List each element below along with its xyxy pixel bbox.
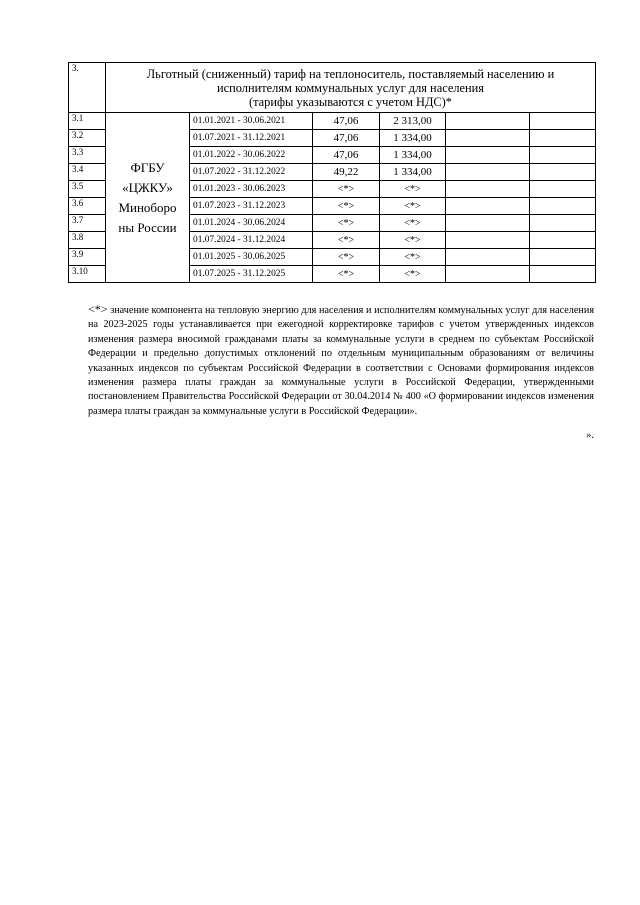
closing-quote: ». <box>586 430 594 441</box>
row-number: 3.8 <box>69 232 106 249</box>
empty-cell <box>446 249 530 266</box>
row-number: 3.5 <box>69 181 106 198</box>
row-number: 3.10 <box>69 266 106 283</box>
row-number: 3.1 <box>69 113 106 130</box>
period-cell: 01.07.2025 - 31.12.2025 <box>190 266 313 283</box>
organization-line3-part2: о <box>170 199 177 215</box>
row-number: 3.4 <box>69 164 106 181</box>
period-cell: 01.01.2023 - 30.06.2023 <box>190 181 313 198</box>
period-cell: 01.01.2025 - 30.06.2025 <box>190 249 313 266</box>
period-cell: 01.01.2024 - 30.06.2024 <box>190 215 313 232</box>
value-component-2: 1 334,00 <box>380 164 446 181</box>
value-component-1: <*> <box>313 215 380 232</box>
organization-line3 <box>108 198 187 218</box>
value-component-2: <*> <box>380 181 446 198</box>
empty-cell <box>446 164 530 181</box>
empty-cell <box>446 215 530 232</box>
empty-cell <box>530 181 596 198</box>
row-number: 3.9 <box>69 249 106 266</box>
value-component-2: <*> <box>380 249 446 266</box>
period-cell: 01.01.2022 - 30.06.2022 <box>190 147 313 164</box>
value-component-1: <*> <box>313 181 380 198</box>
value-component-2: <*> <box>380 232 446 249</box>
value-component-2: <*> <box>380 215 446 232</box>
value-component-1: 49,22 <box>313 164 380 181</box>
value-component-2: 1 334,00 <box>380 147 446 164</box>
value-component-1: 47,06 <box>313 130 380 147</box>
period-cell: 01.01.2021 - 30.06.2021 <box>190 113 313 130</box>
empty-cell <box>446 113 530 130</box>
value-component-2: <*> <box>380 266 446 283</box>
empty-cell <box>530 215 596 232</box>
period-cell: 01.07.2024 - 31.12.2024 <box>190 232 313 249</box>
empty-cell <box>530 232 596 249</box>
row-number: 3.6 <box>69 198 106 215</box>
value-component-1: <*> <box>313 198 380 215</box>
value-component-1: <*> <box>313 249 380 266</box>
organization-line3-part1: Минобор <box>118 199 171 215</box>
empty-cell <box>530 198 596 215</box>
empty-cell <box>446 266 530 283</box>
empty-cell <box>530 130 596 147</box>
organization-line4: ны России <box>118 219 177 235</box>
empty-cell <box>446 181 530 198</box>
footnote-marker: <*> <box>88 302 108 316</box>
footnote <box>88 302 594 419</box>
value-component-1: <*> <box>313 266 380 283</box>
value-component-1: 47,06 <box>313 113 380 130</box>
table-row <box>69 113 596 130</box>
period-cell: 01.07.2021 - 31.12.2021 <box>190 130 313 147</box>
value-component-2: 2 313,00 <box>380 113 446 130</box>
footnote-text: значение компонента на тепловую энергию для населения и исполнителям коммунальных услуг для населения на 2023-2025 годы устанавливается при ежегодной корректировке тарифов с учетом утвержденных индексов изменения размера вносимой гражданами платы за коммунальные услуги в среднем по субъектам Российской Федерации и предельно допустимых отклонений по отдельным муниципальным образованиям от величины указанных индексов по субъектам Российской Федерации в соответствии с Основами формирования индексов изменения размера платы граждан за коммунальные услуги в Российской Федерации, утвержденными постановлением Правительства Российской Федерации от 30.04.2014 № 400 «О формировании индексов изменения размера платы граждан за коммунальные услуги в Российской Федерации». <box>88 305 595 417</box>
empty-cell <box>446 198 530 215</box>
period-cell: 01.07.2023 - 31.12.2023 <box>190 198 313 215</box>
organization-line2: «ЦЖКУ» <box>122 179 173 195</box>
empty-cell <box>530 147 596 164</box>
value-component-1: <*> <box>313 232 380 249</box>
section-title <box>106 63 596 113</box>
empty-cell <box>530 249 596 266</box>
empty-cell <box>530 266 596 283</box>
value-component-2: 1 334,00 <box>380 130 446 147</box>
empty-cell <box>530 164 596 181</box>
section-header-row <box>69 63 596 113</box>
empty-cell <box>446 232 530 249</box>
section-title-line3: (тарифы указываются с учетом НДС)* <box>248 95 453 109</box>
row-number: 3.7 <box>69 215 106 232</box>
value-component-1: 47,06 <box>313 147 380 164</box>
row-number: 3.2 <box>69 130 106 147</box>
value-component-2: <*> <box>380 198 446 215</box>
organization-cell <box>106 113 190 283</box>
period-cell: 01.07.2022 - 31.12.2022 <box>190 164 313 181</box>
empty-cell <box>446 130 530 147</box>
section-number: 3. <box>69 63 106 113</box>
row-number: 3.3 <box>69 147 106 164</box>
tariff-table <box>68 62 596 283</box>
organization-line1: ФГБУ <box>130 159 165 175</box>
empty-cell <box>530 113 596 130</box>
empty-cell <box>446 147 530 164</box>
section-title-line2: исполнителям коммунальных услуг для населения <box>217 81 484 95</box>
section-title-line1: Льготный (сниженный) тариф на теплоноситель, поставляемый населению и <box>146 67 555 81</box>
